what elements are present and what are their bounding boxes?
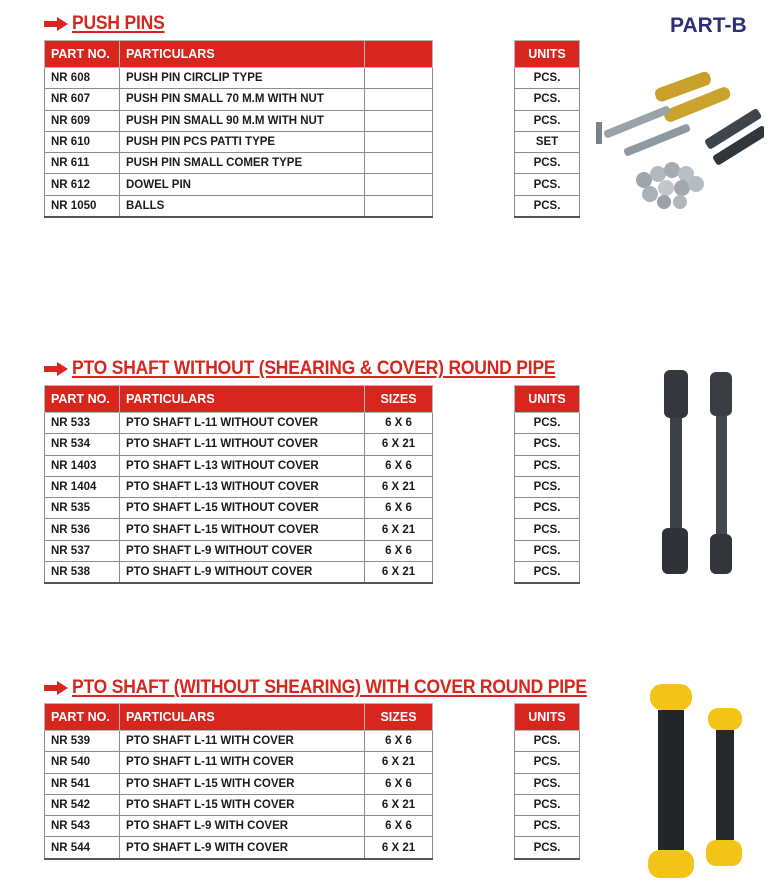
part-no-cell: NR 1050 (45, 195, 120, 217)
part-no-cell: NR 537 (45, 540, 120, 561)
table-row (45, 794, 433, 815)
particulars-cell: PUSH PIN SMALL COMER TYPE (120, 153, 365, 174)
table-row (45, 153, 433, 174)
part-label: PART-B (670, 14, 747, 37)
size-cell: 6 X 21 (365, 837, 433, 859)
table-row (515, 153, 580, 174)
part-no-cell: NR 533 (45, 413, 120, 434)
part-no-cell: NR 611 (45, 153, 120, 174)
size-cell: 6 X 6 (365, 413, 433, 434)
unit-cell: PCS. (515, 562, 580, 584)
part-no-cell: NR 538 (45, 562, 120, 584)
size-cell (365, 174, 433, 195)
header-particulars: PARTICULARS (120, 704, 365, 731)
header-part-no: PART NO. (45, 386, 120, 413)
pto-with-cover-table (44, 703, 433, 860)
header-units: UNITS (515, 386, 580, 413)
header-particulars: PARTICULARS (120, 386, 365, 413)
unit-cell: PCS. (515, 413, 580, 434)
part-no-cell: NR 612 (45, 174, 120, 195)
size-cell (365, 131, 433, 152)
size-cell (365, 68, 433, 89)
size-cell: 6 X 6 (365, 731, 433, 752)
unit-cell: PCS. (515, 195, 580, 217)
part-no-cell: NR 544 (45, 837, 120, 859)
part-no-cell: NR 609 (45, 110, 120, 131)
table-row (515, 562, 580, 584)
unit-cell: PCS. (515, 174, 580, 195)
table-row (45, 68, 433, 89)
table-row (515, 476, 580, 497)
table-row (515, 816, 580, 837)
covered-pto-shaft-icon (648, 684, 694, 878)
particulars-cell: PTO SHAFT L-15 WITH COVER (120, 773, 365, 794)
table-row (515, 731, 580, 752)
pto-shaft-with-cover-image (636, 678, 756, 883)
particulars-cell: PTO SHAFT L-15 WITH COVER (120, 794, 365, 815)
arrow-right-icon (44, 17, 68, 31)
table-row (515, 773, 580, 794)
size-cell (365, 195, 433, 217)
particulars-cell: PUSH PIN SMALL 70 M.M WITH NUT (120, 89, 365, 110)
header-units: UNITS (515, 41, 580, 68)
particulars-cell: PUSH PIN SMALL 90 M.M WITH NUT (120, 110, 365, 131)
pto-shaft-icon (662, 370, 688, 574)
pto-shaft-without-cover-image (650, 362, 750, 587)
brass-pin-icon (653, 70, 732, 123)
pto-with-cover-units-table (514, 703, 580, 860)
particulars-cell: PTO SHAFT L-11 WITH COVER (120, 752, 365, 773)
table-row (45, 837, 433, 859)
size-cell (365, 89, 433, 110)
particulars-cell: PTO SHAFT L-15 WITHOUT COVER (120, 498, 365, 519)
particulars-cell: PTO SHAFT L-15 WITHOUT COVER (120, 519, 365, 540)
header-sizes (365, 41, 433, 68)
header-sizes: SIZES (365, 704, 433, 731)
table-row (515, 174, 580, 195)
unit-cell: PCS. (515, 752, 580, 773)
unit-cell: PCS. (515, 153, 580, 174)
particulars-cell: PTO SHAFT L-13 WITHOUT COVER (120, 455, 365, 476)
particulars-cell: PTO SHAFT L-9 WITH COVER (120, 816, 365, 837)
unit-cell: PCS. (515, 89, 580, 110)
particulars-cell: PTO SHAFT L-9 WITHOUT COVER (120, 562, 365, 584)
table-row (515, 752, 580, 773)
section-title-pto-without-cover: PTO SHAFT WITHOUT (SHEARING & COVER) ROUND PIPE (44, 358, 597, 380)
part-no-cell: NR 539 (45, 731, 120, 752)
unit-cell: PCS. (515, 498, 580, 519)
part-no-cell: NR 540 (45, 752, 120, 773)
unit-cell: PCS. (515, 110, 580, 131)
table-row (45, 455, 433, 476)
particulars-cell: PTO SHAFT L-11 WITH COVER (120, 731, 365, 752)
table-row (515, 498, 580, 519)
table-row (515, 89, 580, 110)
pto-without-cover-units-table (514, 385, 580, 584)
unit-cell: PCS. (515, 434, 580, 455)
size-cell: 6 X 6 (365, 773, 433, 794)
table-row (45, 131, 433, 152)
table-row (45, 540, 433, 561)
table-row (515, 110, 580, 131)
size-cell: 6 X 21 (365, 562, 433, 584)
table-row (45, 519, 433, 540)
section-title-pto-with-cover: PTO SHAFT (WITHOUT SHEARING) WITH COVER ROUND PIPE (44, 677, 632, 699)
unit-cell: PCS. (515, 68, 580, 89)
header-units: UNITS (515, 704, 580, 731)
table-row (45, 434, 433, 455)
unit-cell: SET (515, 131, 580, 152)
size-cell: 6 X 21 (365, 476, 433, 497)
particulars-cell: PTO SHAFT L-11 WITHOUT COVER (120, 434, 365, 455)
size-cell (365, 110, 433, 131)
size-cell: 6 X 21 (365, 519, 433, 540)
header-sizes: SIZES (365, 386, 433, 413)
table-row (515, 195, 580, 217)
table-row (515, 68, 580, 89)
table-row (515, 413, 580, 434)
unit-cell: PCS. (515, 519, 580, 540)
part-no-cell: NR 610 (45, 131, 120, 152)
size-cell: 6 X 6 (365, 455, 433, 476)
table-row (45, 476, 433, 497)
unit-cell: PCS. (515, 540, 580, 561)
table-row (45, 816, 433, 837)
unit-cell: PCS. (515, 837, 580, 859)
arrow-right-icon (44, 681, 68, 695)
table-row (45, 498, 433, 519)
particulars-cell: BALLS (120, 195, 365, 217)
table-row (45, 174, 433, 195)
part-no-cell: NR 535 (45, 498, 120, 519)
push-pins-table (44, 40, 433, 218)
size-cell: 6 X 21 (365, 794, 433, 815)
part-no-cell: NR 542 (45, 794, 120, 815)
table-row (45, 731, 433, 752)
table-row (515, 794, 580, 815)
unit-cell: PCS. (515, 794, 580, 815)
dowel-pin-icon (704, 108, 764, 166)
size-cell: 6 X 21 (365, 434, 433, 455)
header-particulars: PARTICULARS (120, 41, 365, 68)
table-row (515, 131, 580, 152)
part-no-cell: NR 1403 (45, 455, 120, 476)
table-row (45, 752, 433, 773)
table-row (45, 773, 433, 794)
unit-cell: PCS. (515, 476, 580, 497)
table-row (45, 89, 433, 110)
header-part-no: PART NO. (45, 41, 120, 68)
size-cell (365, 153, 433, 174)
particulars-cell: DOWEL PIN (120, 174, 365, 195)
part-no-cell: NR 1404 (45, 476, 120, 497)
part-no-cell: NR 536 (45, 519, 120, 540)
table-row (515, 455, 580, 476)
size-cell: 6 X 6 (365, 816, 433, 837)
unit-cell: PCS. (515, 816, 580, 837)
table-row (45, 413, 433, 434)
table-row (515, 540, 580, 561)
particulars-cell: PTO SHAFT L-9 WITHOUT COVER (120, 540, 365, 561)
particulars-cell: PUSH PIN CIRCLIP TYPE (120, 68, 365, 89)
unit-cell: PCS. (515, 731, 580, 752)
table-row (515, 519, 580, 540)
section-title-push-pins: PUSH PINS (44, 13, 173, 35)
unit-cell: PCS. (515, 455, 580, 476)
pto-without-cover-table (44, 385, 433, 584)
table-row (45, 195, 433, 217)
steel-balls-icon (636, 162, 704, 209)
size-cell: 6 X 6 (365, 498, 433, 519)
pto-shaft-icon (710, 372, 732, 574)
part-no-cell: NR 534 (45, 434, 120, 455)
part-no-cell: NR 543 (45, 816, 120, 837)
size-cell: 6 X 6 (365, 540, 433, 561)
unit-cell: PCS. (515, 773, 580, 794)
push-pins-product-image (592, 62, 764, 212)
part-no-cell: NR 608 (45, 68, 120, 89)
table-row (515, 837, 580, 859)
table-row (515, 434, 580, 455)
particulars-cell: PUSH PIN PCS PATTI TYPE (120, 131, 365, 152)
push-pins-units-table (514, 40, 580, 218)
table-row (45, 110, 433, 131)
arrow-right-icon (44, 362, 68, 376)
table-row (45, 562, 433, 584)
header-part-no: PART NO. (45, 704, 120, 731)
part-no-cell: NR 541 (45, 773, 120, 794)
covered-pto-shaft-icon (706, 708, 742, 866)
part-no-cell: NR 607 (45, 89, 120, 110)
particulars-cell: PTO SHAFT L-13 WITHOUT COVER (120, 476, 365, 497)
size-cell: 6 X 21 (365, 752, 433, 773)
particulars-cell: PTO SHAFT L-11 WITHOUT COVER (120, 413, 365, 434)
particulars-cell: PTO SHAFT L-9 WITH COVER (120, 837, 365, 859)
